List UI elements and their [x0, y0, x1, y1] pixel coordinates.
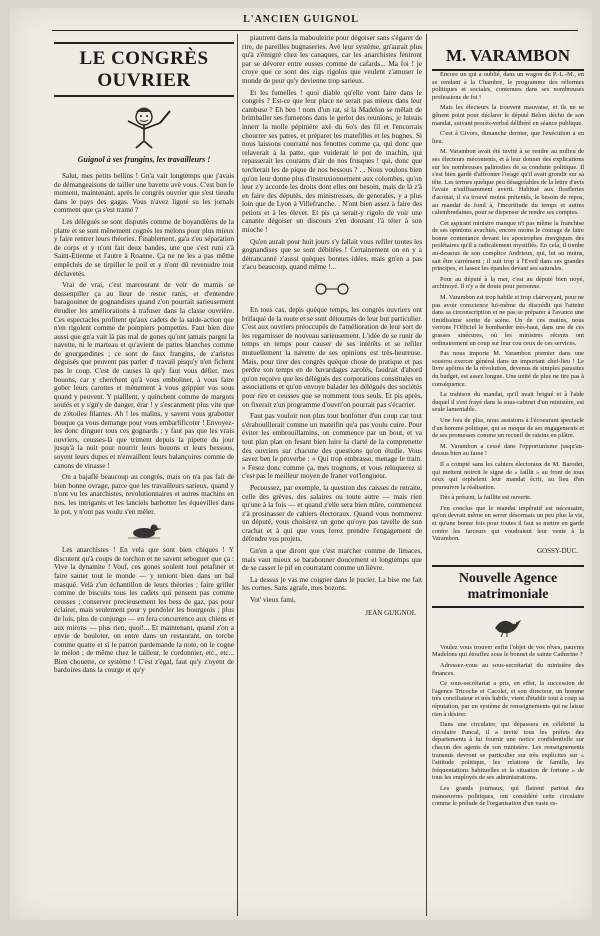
paragraph: Voulez vous trouver enfin l'objet de vos rêves, pauvres Madelons qui étouffez sous le bonnet de sainte Catherine ?	[432, 643, 584, 659]
paragraph: Faut pas vouloir non plus tout bonfotter d'un coup car tout s'éraboulllerait comme un mateifin qu'a pas voulu cuire. Pour éviter les embrouillamins, on commence par un bout, et va tout plan plan en fesant bien luire la clarté de la comprenette des ouvriers sur chacune des questions qu'on étudie. Vous savez ben le proverbe : « Qui trop embrasse, menage le train. » Fesez donc comme ça, mes trognons, et vous reluquerez si c'est pas le meilleur moyen de franer vot'longueur.	[242, 412, 422, 481]
guignol-figure-icon	[54, 103, 234, 149]
paragraph: M. Varambon a cessé dans l'opportunisme jusqu'au-dessus bien au fasse !	[432, 442, 584, 458]
paragraph: Une fois de plus, nous assistons à l'écoeurant spectacle d'un homme politique, qui se moque de ses engagements et de ses promesses comme un recueil de raisins en plâtre.	[432, 416, 584, 440]
article-title: M. VARAMBON	[432, 42, 584, 71]
newspaper-page	[10, 8, 592, 920]
paragraph: Encore un qui a oublié, dans un wagon du P.-L.-M., en se rendant à la Chambre, le programme des réformes politiques et sociales, contenues dans ses nombreuses professions de foi !	[432, 71, 584, 101]
article-body	[242, 34, 422, 272]
article-body-continued	[54, 546, 234, 675]
paragraph: Ce sous-secrétariat a pris, en effet, la succession de l'agence Tricoche et Cacolet, et son directeur, un homme très conciliateur et très habile, vient d'établir tout à coup sa réputation, par un système de renseignements qui ne laisse rien à désirer.	[432, 680, 584, 718]
paragraph: Pas nous importe M. Varambon premier dans une sousrou exercer général dans un important chef-lieu ! Le livre apôtres de la révolution, devenus de simples parasites du budget, est assez longue. Une unité de plus ne tire pas à conséquence.	[432, 350, 584, 388]
paragraph: Pour au député à la mer, c'est au député bien noyé, archinoyé. Il n'y a de doute pour personne.	[432, 275, 584, 291]
paragraph: En tous cas, depis quèque temps, les congrès ouvriers ont brifaqué de la route et se sont détournés de leur but particulier. C'est aux ouvriers préoccupés de l'amélioration de leur sort de les regarnisser de nouveau sarieusement. L'idée de se runir de temps en temps pour causer de ses intérêts et se refiler mutuellement la navette de ses opinions est très-heureuse. Mais, pour tirer des congrès quèque chose de pratique et pas perdre son temps en de bavardages zarolés, faudrait d'abord qu'on reçoive que les délégués des corporations constituées en associations et qu'on envoye balader les délégués des sociétés pour rire et ceusses que se nomment tous seuls. Et pis après, on fixerait z'un programme d'ouvri'on pourrait pas s'écarrier.	[242, 306, 422, 409]
paragraph: Il a compté sans les cahiers électoraux de M. Barodet, qui mettent noirctt le signe de « faillit » au front de tous ceux qui orphelent leur mandat écrit, au lieu d'en poursuivre la réalisation.	[432, 460, 584, 491]
paragraph: Vot' vieux fami,	[250, 596, 296, 605]
masthead-rule	[52, 30, 578, 31]
article-body	[54, 172, 234, 516]
paragraph: On a bajaflé beaucoup au congrès, mais on n'a pas fait de bien bonne ovrage, parce que les travailleurs sarieux, quand y n'ont vu les anarchistes, revolutionnaires et autres machins en nos, les intrigants et les lanciels barbotter les équevilles dans le pot, y n'ont pas voulu s'en mêler.	[54, 473, 234, 516]
article-signature: JEAN GUIGNOL	[365, 608, 416, 617]
bird-ornament-icon	[432, 614, 584, 638]
paragraph: Salut, mes petits bellins ! Gn'a vait longtemps que j'avais de démangeaisons de tailler une bavette avè vous. C'est bon le moment, maintenant, après le congrès ouvrier que s'est tieudu dans le pays des gagas. Vous n'avez ligoté su les jornals comment que ça s'est tramé ?	[54, 172, 234, 215]
article-body	[432, 71, 584, 543]
article-body-continued	[242, 306, 422, 605]
paragraph: Pecoussez, par exemple, la question des caisses de retraite, celle des grèves, des salaires ou toute autre — mais rien qu'une à la fois — et quand z'elle sera bien mûre, commencez z'à prosinasser de cahiers électoraux. Quand vous nommerez un député, vous choisirez un gone qu'oye pas tavelle de son crachat et à qui que vous ferez prendre l'engagement de défendre vos projets.	[242, 483, 422, 544]
paragraph: M. Varambon avait été invité à se rendre au milieu de ses électeurs mécontents, et à leur donner des explications sur les nombreuses palinodies de sa conduite politique. Il s'est bien gardé d'affronter l'orage qu'il avait grondir sur sa tête. Les termes quelque peu désagréables de la lettre d'avis l'avaie n'suffisamment averti. Habitué aux flosfleries d'aconat, il s'a trouvé moins prétentés, le besoin de repos, au mandat de fond à, l'incertitude du temps et autres calembredaines, pour se dispenser de rendre ses comptes.	[432, 148, 584, 217]
paragraph: Mais les électeurs la trouvent mauvaise, et ils ne se gênent point pour déclarer le député Belon déchu de son mandat, suivant procès-verbal délibéré en séance publique.	[432, 104, 584, 127]
paragraph: Dès à présent, la faillite est ouverte.	[440, 494, 532, 502]
paragraph: La trahison du mandat, qu'il avait brigué et à l'aide duquel il s'est frayé dans la sous-cabinet d'un ministère, est seule lamentable.	[432, 391, 584, 414]
article-body	[432, 644, 584, 808]
paragraph: Les délégués se sont disputés comme de boyandières de la platte et se sont mênement cognés les melons pour plus mieux y faire rentrer leurs théories. Finablement, ga'a z'eu séparation de corps et y n'ont fait deux bandes, une que s'est runi z'à Saint-Etienne et l'autre à Roanne. Ça ne ne les a pas même empêchés de se tirpiller le poil et y n'ont dû revenudre tout déclavetés.	[54, 217, 234, 278]
article-subtitle: Guignol à ses frangins, les travailleurs !	[77, 155, 211, 164]
paragraph: Et les fumelles ! quoi diable qu'elle vont faire dans le congrès ? Est-ce que leur place ne serait pas mieux dans leur cambuse ? Eh ben ! nom d'un rat, si la Madelon se mêlait de brimballer ses fumerons dans le gerlot des reunions, je luteais innerr la molle pépinière axè du 6o's des fil et l'encorrais chourrer ses patres, et préparer les matefilles et les bugnes. Si nous laissons courratté nos fenottes comme ça, qui donc que relaverait à la patte, que vuiderait le pot de machin, qui repasserait les courants d'air de nos frusques ! qui, donc que torcherait les de pique de nos bessous ? . . Nous voulons bien qu'on leur donne plus d'instruxionnement aux colombes, qu'on leur z'y accorde les droits dont elles ont besoin, mais de là z'à en faire des députés, des ministresses, de generales, y a plus loin que de Lyon à Villefranche. . N'ont bien assez à faire des petiots et à les élever. Et pis ça serait-y rigolo de voir une canante dégoiser un discours z'en donnant l'à téter à son mioche !	[242, 88, 422, 235]
paragraph: Dans une circulaire, qui dépassera en célébrité la circulaire Pancal, il a invité tous les préfets des départements à lui fournir une notice confidentielle sur chacun des agents de son ministère. Les renseignements transmis devront se particulier sur très explicites sur « l'attitude politique, les relations de famille, les fréquentations habituelles et la situation de fortune » de tous les employés de ses administrations.	[432, 721, 584, 782]
article-title: LE CONGRÈS OUVRIER	[54, 42, 234, 97]
column-rule	[237, 34, 238, 916]
paragraph: Adressez-vous au sous-secrétariat du ministère des finances.	[432, 662, 584, 677]
article-title: Nouvelle Agence matrimoniale	[432, 565, 584, 608]
masthead: L'ANCIEN GUIGNOL	[243, 14, 359, 25]
column-2	[242, 34, 422, 916]
column-3	[432, 34, 584, 916]
paragraph: Les anarchistes ! En vela que sont bien chiques ! Y discutent qu'à coups de torchon et ne savent seboguer que ça : Vive la dynamite ! Vouf, ces gones soulent tout petafiner et faire sauter tout le monde — y teniont bien dans un bal masqué. Velà z'un échantillon de leurs théories ; faire griller comme de biscuits tous les cadets qui pensent pas comme ceusses ; conserver precieusement les bess de gaz, pas pour éclairer, mais seulement pour y pendoler les bourgeois ; plus de lois, plus de conjungo — en fera concurrence aux chiens et aux mirons — plus rien, quoi!... Et maintenant, quand z'on a envie de bouloter, on entre dans un restaurant, on torche comme quatre et si le patron pardemande la note, on le cogne le melon ; de même chez le tailleur, le cordonnier, etc., etc... Bien chouette, ce système ! C'est z'égal, faut qu'y z'oyent de bardoires dans la courge et qu'y	[54, 546, 234, 675]
paragraph: Les grands journaux, qui flairent partout des manoeuvres politiques, ont considéré cette circulaire comme le prélude de l'organisation d'un vaste es-	[432, 784, 584, 808]
ornament-dots-icon	[242, 282, 422, 296]
paragraph: Cet aspirant ministre manque n't pas même la franchise de ses opinions avachies, encore moins le courage de faire bonne contenance devant les apostrophes énergiques des prolétaires qu'il a radicalement mystifiés. En cela, il tombe au-dessous de son complice Andrieux, qui, lui au moins, sait être carrément ; il suit trop à l'Eveil dans ses grandes principes, et lassez les épaules devant ses saturales.	[432, 219, 584, 273]
column-rule	[426, 34, 427, 916]
paragraph: M. Varambon est trop habile et trop clairvoyant, pour ne pas avoir conscience lui-même du discrédit qui l'atteint dans sa circonscription et ne pas se préparer à l'avance une timidissime sortie de scène. Un de ces matins, nous verrons l'Officiel le bombarder très-haut, dans une de ces grasses sinécures, où les ministres récents ont ordinairement un coup sur leur cou ceux de ces services.	[432, 294, 584, 347]
paragraph: Gn'en a que diront que c'est marcher comme de limaces, mais vaut mieux se barabonner doucement et longtemps que de se casser le pif en courratant comme un lièvre.	[242, 547, 422, 573]
paragraph: piautrent dans la mabouleirie pour dégoiser sans s'égarer de rire, de pareilles bugnaseries. Avè leur système, gn'aurait plus qu'à z'émigré chez les canaques, car les anarchistes feniront par se dévorer entre eusses comme de cafards... Ma foi ! je croye que ce sont des zigs rigolos que veulent z'amuser le monde de peur qu'y devienne trop sarieux.	[242, 34, 422, 85]
paragraph: Vrai de vrai, c'est marcourant de voir de mamis se dossenpiller ça au lieur de rester ranis, et d'entendre baragouiner de gognandises quand z'on pourrait sarieusement étrudier les améliorations à trafuser dans la classe ouvrière. Ces espectacles profitent qu'aux cadets de la saide-action que n'en rigolent comme de pompiers pompettes. Faut bien dire aussi que gn'a vait là pas mal de gones qu'ont jamais pargni la navette, ni le marteau et qu'avient de pattes blanches comme de gourgandines ; ce sont de faux frangins, de z'aristos déguisés que peuvent pas parler d' travail pisqu'y n'en fichent pas le coup. C'est de causes là qu'y faut vous défier, mes bouons, car y cherchent qu'à vous emboliner, à vous faire gober leurs carottes et mènement à vous grippier vos sous quand y peuvent. Y pialllent, y quinchent comme de margots soulés et y s'gn'y de danger, érar ! y s'escanment plus vite que de z'étoiles filantes. Ah ! les malins, y savent vous grabotter bouque ça vous demange pour vous embarlificoter ! Envoyez-les donc dinguer tous ces gognards ; y faut pas que les vrais ouvriers, ceusses-là que triment depuis la pipette du jour jusqu'à la nuit pour nourrir leurs bouons et leurs bessous, soyent leurs dupes et n'envaillent leurs balançoires comme de canons de vinasse !	[54, 281, 234, 470]
paragraph: J'en conclus que le mandat impératif est nécessaire, qu'on devrait même en serrer désormais un peu plus la vis, et qu'une bonne fois pour toutes il faut se mettre en garde contre les farceurs qui voudraient leur vente à la Varambon.	[432, 504, 584, 543]
article-signature: GOSSY-DUC.	[536, 546, 578, 555]
paragraph: Qu'en aurait pour huit jours s'y fallait vous refiler toutes les gognandises que se sont débitées ! Certainement on en y a détrancanné z'aussi quèques bonnes idées, mais gn'en a pas z'acu beaucoup, quand même !...	[242, 237, 422, 272]
paragraph: C'est à Givors, dimanche dernier, que l'exécution a eu lieu.	[432, 130, 584, 145]
duck-ornament-icon	[54, 522, 234, 540]
column-1	[54, 34, 234, 916]
paragraph: La dessus je vas me coigner dans le pucier. La bise me fait les cornes. Sans agrafe, mes bozons.	[242, 575, 422, 593]
